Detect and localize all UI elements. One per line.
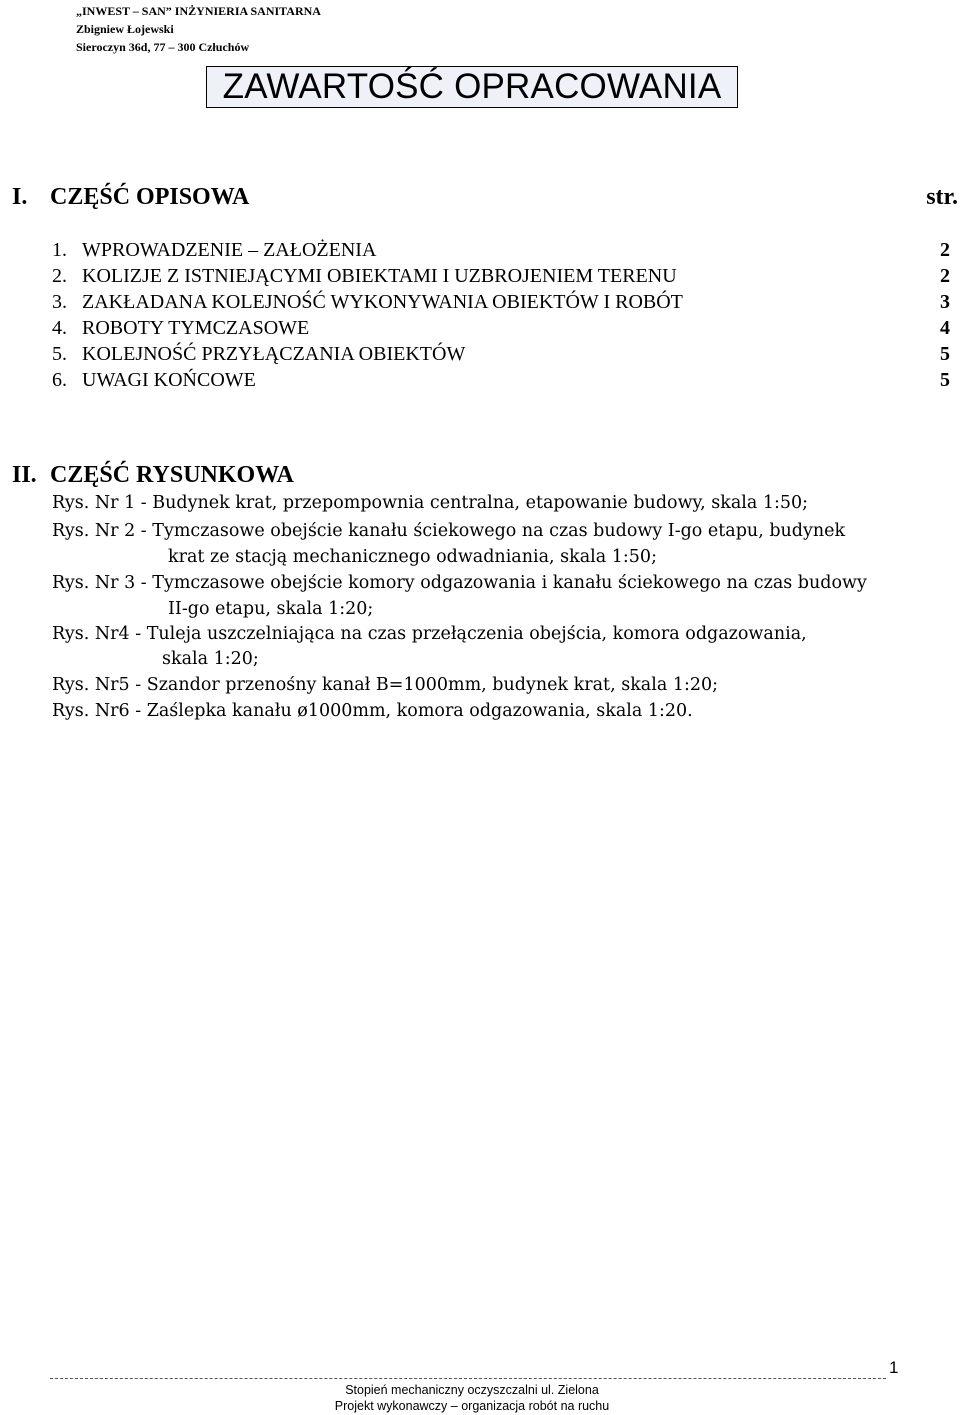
toc-item-page: 3: [940, 291, 950, 313]
toc-item-number: 6.: [52, 369, 67, 391]
drawing-entry: Rys. Nr 1 - Budynek krat, przepompownia centralna, etapowanie budowy, skala 1:50;: [52, 493, 809, 513]
toc-item-number: 4.: [52, 317, 67, 339]
company-person: Zbigniew Łojewski: [76, 22, 174, 36]
document-title: ZAWARTOŚĆ OPRACOWANIA: [206, 66, 738, 108]
toc-item-number: 1.: [52, 239, 67, 261]
toc-item: [52, 289, 950, 315]
toc-item-number: 3.: [52, 291, 67, 313]
toc-item-page: 2: [940, 265, 950, 287]
page-number: 1: [889, 1358, 899, 1377]
section-two-title: CZĘŚĆ RYSUNKOWA: [50, 462, 294, 488]
toc-item-label: UWAGI KOŃCOWE: [82, 369, 256, 391]
toc-item-page: 5: [940, 369, 950, 391]
toc-item-label: KOLIZJE Z ISTNIEJĄCYMI OBIEKTAMI I UZBROJENIEM TERENU: [82, 265, 677, 287]
company-name: „INWEST – SAN” INŻYNIERIA SANITARNA: [76, 4, 321, 18]
toc-item: [52, 263, 950, 289]
drawing-entry: Rys. Nr4 - Tuleja uszczelniająca na czas przełączenia obejścia, komora odgazowania,: [52, 624, 807, 644]
toc-item-page: 5: [940, 343, 950, 365]
page-column-label: str.: [926, 184, 958, 210]
company-header: [76, 2, 321, 56]
drawing-entry: Rys. Nr 3 - Tymczasowe obejście komory odgazowania i kanału ściekowego na czas budowy: [52, 573, 867, 593]
toc-item: [52, 237, 950, 263]
section-one-number: I.: [12, 184, 28, 210]
footer-project-phase: Projekt wykonawczy – organizacja robót na ruchu: [334, 1399, 610, 1413]
toc-item-label: KOLEJNOŚĆ PRZYŁĄCZANIA OBIEKTÓW: [82, 343, 466, 365]
toc-item-label: ZAKŁADANA KOLEJNOŚĆ WYKONYWANIA OBIEKTÓW I ROBÓT: [82, 291, 683, 313]
company-address: Sieroczyn 36d, 77 – 300 Człuchów: [76, 40, 250, 54]
drawing-entry: Rys. Nr 2 - Tymczasowe obejście kanału ściekowego na czas budowy I-go etapu, budynek: [52, 521, 846, 541]
toc-item-label: WPROWADZENIE – ZAŁOŻENIA: [82, 239, 377, 261]
toc-item-page: 2: [940, 239, 950, 261]
drawing-entry: Rys. Nr5 - Szandor przenośny kanał B=1000mm, budynek krat, skala 1:20;: [52, 675, 719, 695]
footer-project-name: Stopień mechaniczny oczyszczalni ul. Zielona: [345, 1383, 599, 1397]
toc-item: [52, 341, 950, 367]
drawing-entry-continuation: krat ze stacją mechanicznego odwadniania, skala 1:50;: [168, 547, 657, 567]
drawing-entry-continuation: II-go etapu, skala 1:20;: [168, 599, 374, 619]
drawing-entry-continuation: skala 1:20;: [162, 649, 259, 669]
footer-divider: [50, 1378, 886, 1379]
drawing-entry: Rys. Nr6 - Zaślepka kanału ø1000mm, komora odgazowania, skala 1:20.: [52, 701, 693, 721]
toc-item: [52, 367, 950, 393]
toc-item-number: 5.: [52, 343, 67, 365]
toc-item-number: 2.: [52, 265, 67, 287]
section-one-title: CZĘŚĆ OPISOWA: [50, 184, 250, 210]
toc-item-page: 4: [940, 317, 950, 339]
section-two-number: II.: [12, 462, 37, 488]
toc-item-label: ROBOTY TYMCZASOWE: [82, 317, 310, 339]
toc-item: [52, 315, 950, 341]
